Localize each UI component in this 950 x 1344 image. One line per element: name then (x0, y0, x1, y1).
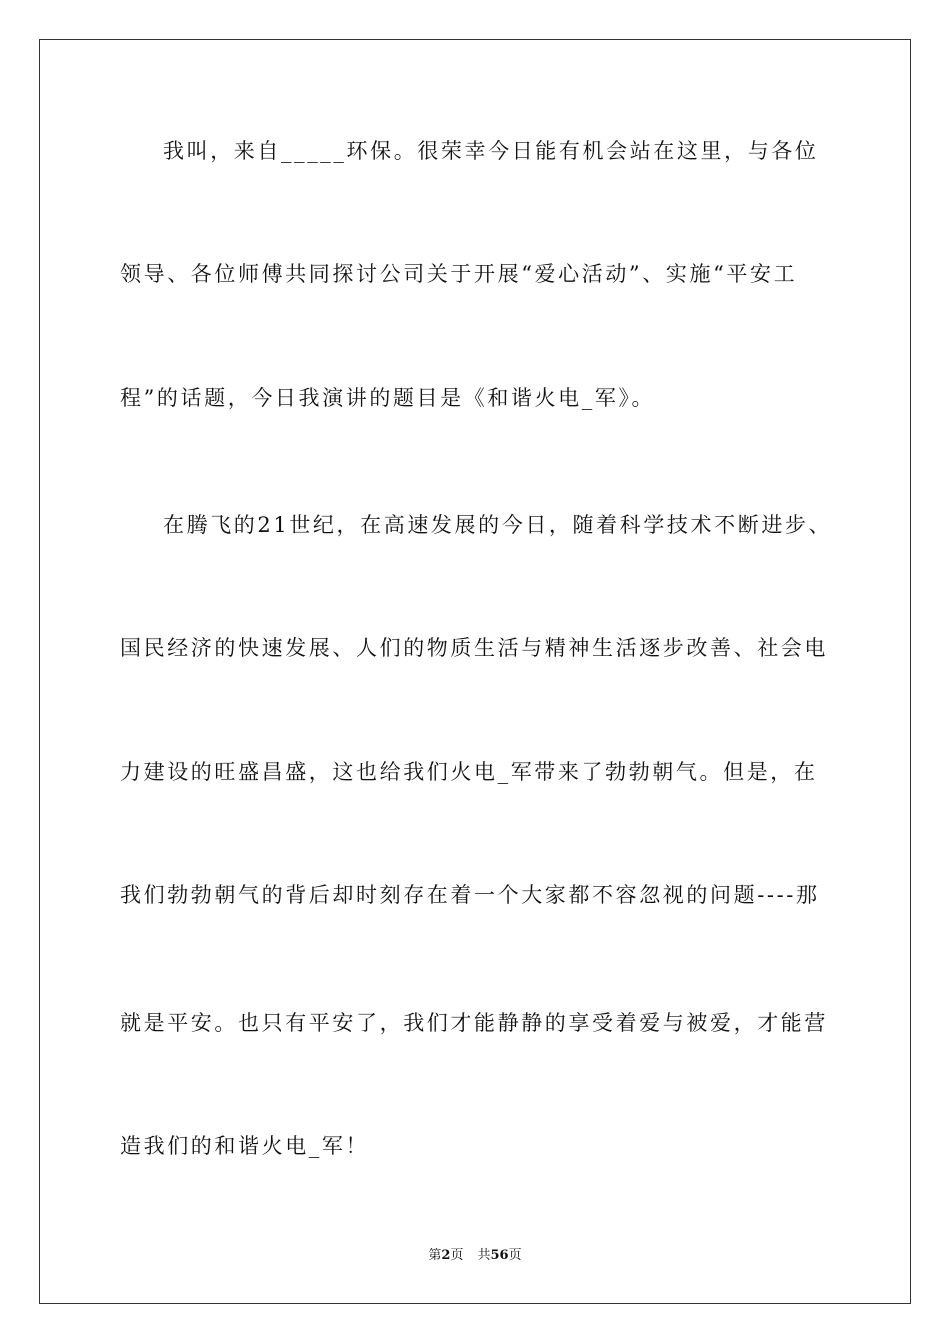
paragraph-2-line-2: 国民经济的快速发展、人们的物质生活与精神生活逐步改善、社会电 (120, 636, 828, 660)
paragraph-2-line-1: 在腾飞的21世纪，在高速发展的今日，随着科学技术不断进步、 (163, 513, 833, 537)
paragraph-1-line-1: 我叫，来自_____环保。很荣幸今日能有机会站在这里，与各位 (163, 139, 819, 163)
total-prefix: 共 (477, 1248, 491, 1263)
total-suffix: 页 (508, 1248, 522, 1263)
paragraph-2-line-6: 造我们的和谐火电_军！ (120, 1134, 370, 1158)
page-number: 2 (441, 1248, 451, 1263)
page-footer (0, 1247, 950, 1265)
paragraph-2-line-4: 我们勃勃朝气的背后却时刻存在着一个大家都不容忽视的问题----那 (120, 883, 820, 907)
page-prefix: 第 (428, 1248, 442, 1263)
paragraph-2-line-3: 力建设的旺盛昌盛，这也给我们火电_军带来了勃勃朝气。但是，在 (120, 760, 818, 784)
paragraph-1-line-3: 程”的话题，今日我演讲的题目是《和谐火电_军》。 (120, 386, 656, 410)
paragraph-2-line-5: 就是平安。也只有平安了，我们才能静静的享受着爱与被爱，才能营 (120, 1011, 828, 1035)
total-pages: 56 (490, 1248, 509, 1263)
page-frame (39, 39, 911, 1304)
page-suffix: 页 (450, 1248, 464, 1263)
paragraph-1-line-2: 领导、各位师傅共同探讨公司关于开展“爱心活动”、实施“平安工 (120, 262, 798, 286)
